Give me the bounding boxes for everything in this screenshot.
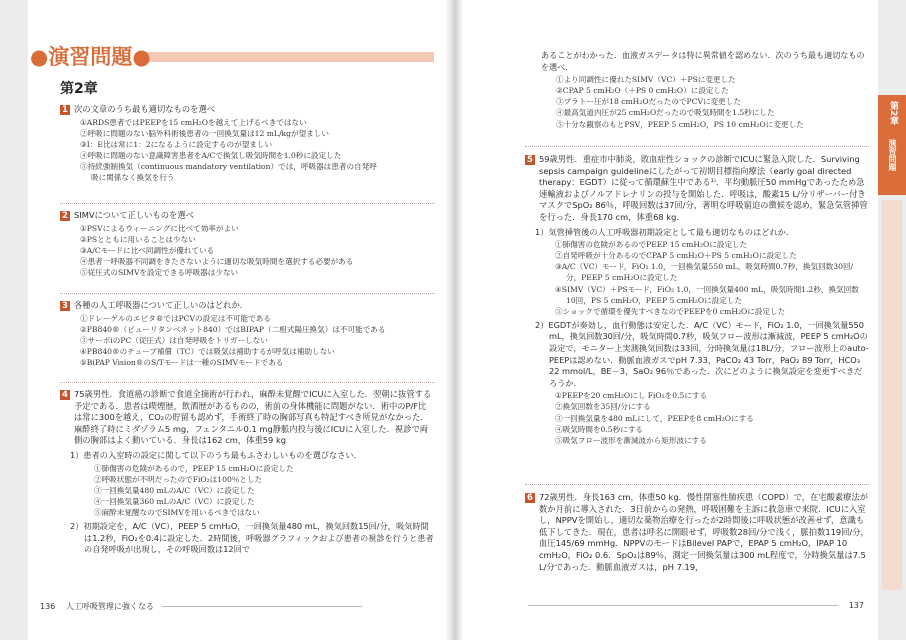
options-list [555,239,869,317]
option-item: ①肺傷害の危険があるので，PEEP 15 cmH₂Oに設定した [94,463,294,473]
option-item: ③プラトー圧が18 cmH₂OだったのでPCVに変更した [556,97,741,107]
options-list [555,390,869,445]
sub-question-2: 2）EGDTが奏効し，血行動態は安定した．A/C（VC）モード，FiO₂ 1.0，一回換気量550 mL，換気回数30回/分，吸気時間0.7秒，吸気フロー波形は漸減波，PEEP 5 cmH₂Oの設定で，モニター上実測換気回数は33回，分時換気量は18L/分，フロー波形上のauto-PEEPは認めない．動脈血液ガスでpH 7.33，PaCO₂ 43 Torr，PaO₂ 89 Torr，HCO₃ 22 mmol/L，BE－3，SaO₂ 96％であった．次にどのように換気設定を変更すべきだろうか． [535,319,869,388]
section-title [30,44,435,70]
question-6 [525,492,869,573]
option-item: ③サーボiのPC（従圧式）は自発呼吸をトリガーしない [80,335,268,345]
divider [60,382,435,383]
sub-question-2: 2）初期設定を，A/C（VC），PEEP 5 cmH₂O，一回換気量480 mL，換気回数15回/分，吸気時間は1.2秒，FiO₂を0.4に設定した．2時間後，呼吸器グラフィックおよび患者の視診を行うと患者の自発呼吸が出現し，その呼吸回数は12回で [70,521,434,555]
option-item: ①肺傷害の危険があるのでPEEP 15 cmH₂Oに設定した [555,240,748,250]
question-stem: 59歳男性．重症市中肺炎，敗血症性ショックの診断でICUに緊急入院した．Surviving sepsis campaign guidelineにしたがって初期目標指向療法（early goal directed therapy：EGDT）に従って循環蘇生中である¹⁾．平均動脈圧50 mmHgであったため急速輸液およびノルアドレナリンの投与を開始した．呼吸は，酸素15 L/分リザーバー付きマスクでSpO₂ 86％，呼吸回数は37回/分，著明な呼吸窮迫の徴候を認め，緊急気管挿管を行った．身長170 cm，体重68 kg． [539,154,868,222]
options-list [80,313,435,368]
question-2 [60,210,435,278]
page-footer [40,601,362,612]
question-stem: 各種の人工呼吸器について正しいのはどれか． [74,300,249,310]
option-item: ③A/C（VC）モード，FiO₂ 1.0，一回換気量550 mL，吸気時間0.7秒，換気回数30回/分，PEEP 5 cmH₂Oに設定した [555,262,854,283]
tab-chapter: 第2章 [888,101,898,126]
question-number-badge: 4 [60,390,70,401]
option-item: ①PEEPを20 cmH₂Oにし FiO₂を0.5にする [555,391,708,401]
option-item: ④呼吸に問題のない意識障害患者をA/Cで換気し吸気時間を1.0秒に設定した [80,150,342,160]
option-item: ①より同調性に優れたSIMV（VC）＋PSに変更した [556,75,736,85]
question-number-badge: 5 [525,155,535,166]
option-item: ④最高気道内圧が25 cmH₂Oだったので吸気時間を1.5秒にした [556,108,775,118]
sub-question-1: 1）気管挿管後の人工呼吸器初期設定として最も適切なものはどれか． [535,226,795,237]
divider [525,484,869,485]
option-item: ①PSVによるウィーニングに比べて効率がよい [80,223,239,233]
option-item: ④患者一呼吸器不同調をきたさないように適切な吸気時間を選択する必要がある [80,256,354,266]
option-item: ②自発呼吸が十分あるのでCPAP 5 cmH₂O＋PS 5 cmH₂Oに設定した [555,251,797,261]
question-number-badge: 3 [60,301,70,312]
question-number-badge: 6 [525,493,535,504]
footer-rule [528,605,838,606]
tab-label: 演習問題 [888,139,897,171]
question-number-badge: 1 [60,105,70,116]
option-item: ③一回換気量480 mLのA/C（VC）に設定した [94,485,255,495]
option-item: ②PB840®（ピューリタンベネット840）ではBIPAP（二相式陽圧換気）は不可能である [80,324,386,334]
option-item: ②PSとともに用いることは少ない [80,234,196,244]
option-item: ②換気回数を35回/分にする [555,402,651,412]
question-number-badge: 2 [60,211,70,222]
option-item: ①ARDS患者ではPEEPを15 cmH₂Oを越えて上げるべきではない [80,117,307,127]
question-stem: 次の文章のうち最も適切なものを選べ [74,104,216,114]
title-decoration-bar [142,52,434,62]
option-item: ⑤吸気フロー波形を漸減波から矩形波にする [555,435,707,445]
question-stem: SIMVについて正しいものを選べ [74,210,194,220]
book-gutter [445,0,463,640]
divider [60,293,435,294]
option-item: ⑤ショックで循環を優先すべきなのでPEEPを0 cmH₂Oに設定した [555,306,786,316]
page-number: 136 [40,602,56,611]
chapter-heading: 第2章 [60,81,98,97]
option-item: ④SIMV（VC）＋PSモード，FiO₂ 1.0，一回換気量400 mL，吸気時間1.2秒，換気回数10回，PS 5 cmH₂O，PEEP 5 cmH₂Oに設定した [555,284,859,305]
page-footer [528,601,864,610]
option-item: ⑤麻酔未覚醒なのでSIMVを用いるべきではない [94,507,260,517]
footer-rule [162,606,362,607]
option-item: ④PB840®のチューブ補償（TC）では吸気は補助するが呼気は補助しない [80,346,335,356]
question-stem: 75歳男性．食道癌の診断で食道全摘術が行われ，麻酔未覚醒でICUに入室した．翌朝に抜管する予定である．患者は喫煙歴，飲酒歴があるものの，術前の身体機能に問題がない．術中のP/F比は常に300を越え，CO₂の貯留も認めず，手術終了時の胸部写真も特記すべき所見がなかった．麻酔終了時にミダゾラム5 mg，フェンタニル0.1 mg静脈内投与後にICUに入室した．視診で両側の胸部はよく動いている．身長は162 cm，体重59 kg [74,389,432,446]
left-page [28,0,445,640]
options-list [80,117,435,184]
options-list [80,223,435,278]
option-item: ⑤従圧式のSIMVを設定できる呼吸器は少ない [80,267,239,277]
chapter-index-tab [878,95,906,195]
question-4-continued [511,50,869,130]
left-page-edge [0,0,28,640]
option-item: ①ドレーゲルのエビタ®ではPCVの設定は不可能である [80,313,271,323]
option-item: ④吸気時間を0.5秒にする [555,424,644,434]
question-5 [525,154,869,446]
divider [525,146,869,147]
question-1 [60,104,435,183]
question-4 [60,389,435,556]
option-item: ⑤BiPAP Vision®のS/Tモードは一種のSIMVモードである [80,357,284,367]
option-item: ⑤十分な観察のもとPSV，PEEP 5 cmH₂O，PS 10 cmH₂Oに変更した [556,119,804,129]
sub-question-1: 1）患者の入室時の設定に関して以下のうち最もふさわしいものを選びなさい． [70,449,362,460]
option-item: ③I：E比は常に1：2になるように設定するのが望ましい [80,139,273,149]
option-item: ④一回換気量360 mLのA/C（VC）に設定した [94,496,255,506]
question-stem: 72歳男性．身長163 cm，体重50 kg．慢性閉塞性肺疾患（COPD）で，在宅酸素療法が数か月前に導入された．3日前からの発熱，呼吸困難を主訴に救急車で来院．ICUに入室し，NPPVを開始し，適切な薬物治療を行ったが2時間後に呼吸状態が改善せず，意識も低下してきた．現在，患者は呼名に開眼せず，呼吸数28回/分で浅く，脈拍数119回/分，血圧145/69 mmHg．NPPVのモードはBilevel PAPで，EPAP 5 cmH₂O，IPAP 10 cmH₂O，FiO₂ 0.6．SpO₂は89％，測定一回換気量は300 mL程度で，分時換気量は7.5 L/分であった．動脈血液ガスは，pH 7.19， [539,492,869,572]
question-3 [60,300,435,368]
option-item: ③一回換気量を480 mLにして，PEEPを8 cmH₂Oにする [555,413,754,423]
page-number: 137 [848,601,864,610]
option-item: ②CPAP 5 cmH₂O（＋PS 0 cmH₂O）に設定した [556,86,729,96]
option-item: ⑤持続強制換気（continuous mandatory ventilation）では，呼吸器は患者の自発呼吸に関係なく換気を行う [80,161,377,183]
option-item: ③A/Cモードに比べ同調性が優れている [80,245,215,255]
option-item: ②呼吸状態が不明だったのでFiO₂は100％とした [94,474,263,484]
question-continuation: あることがわかった．血液ガスデータは特に異常値を認めない．次のうち最も適切なものを選べ． [541,50,865,72]
page-title: ●演習問題● [30,45,151,69]
running-title: 人工呼吸管理に強くなる [65,602,154,611]
tab-edge-strip [882,200,902,590]
options-list [94,463,435,518]
option-item: ②呼吸に問題のない脳外科術後患者の一回換気量は12 mL/kgが望ましい [80,128,329,138]
options-list [556,74,869,129]
right-page [463,0,878,640]
divider [60,203,435,204]
